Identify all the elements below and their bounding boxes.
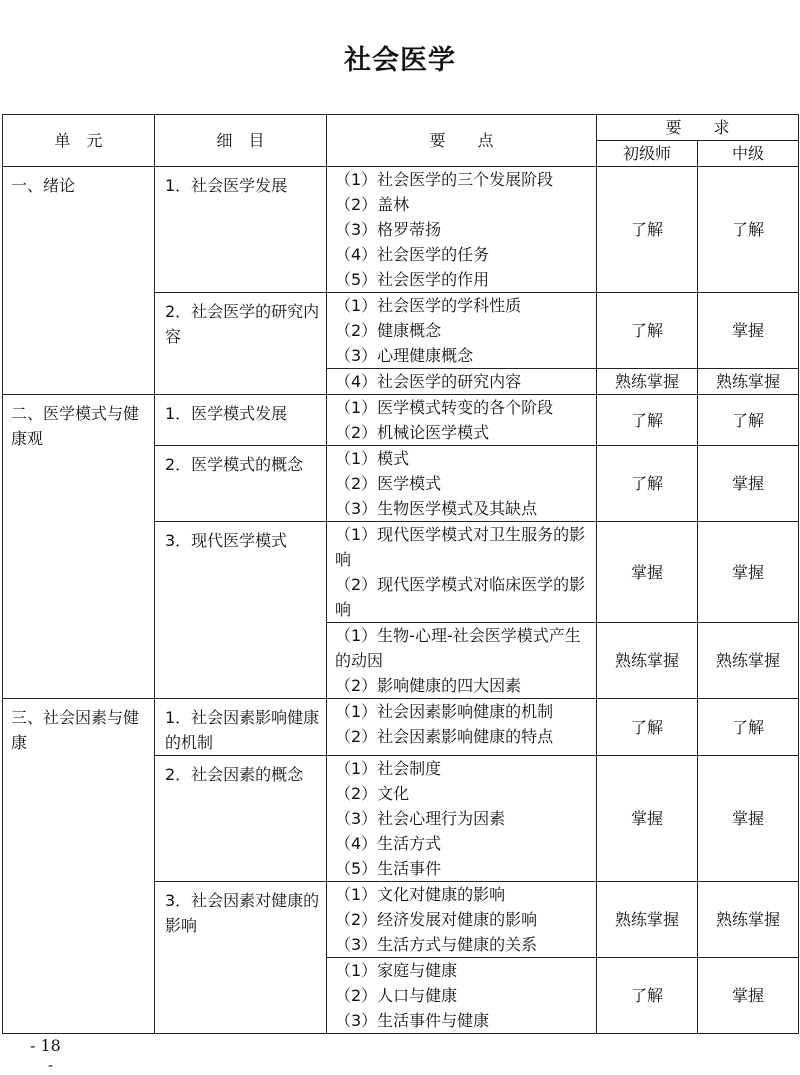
point-line: （2）经济发展对健康的影响 <box>335 910 538 929</box>
point-line: （2）人口与健康 <box>335 986 458 1005</box>
requirement-junior: 了解 <box>597 446 698 522</box>
unit-name: 一、绪论 <box>3 167 155 395</box>
item-label: 3．社会因素对健康的影响 <box>155 882 327 1034</box>
item-label: 2．医学模式的概念 <box>155 446 327 522</box>
requirement-junior: 了解 <box>597 699 698 756</box>
header-item: 细 目 <box>155 115 327 167</box>
point-line: （1）家庭与健康 <box>335 961 458 980</box>
point-line: （3）心理健康概念 <box>335 346 474 365</box>
requirement-junior: 熟练掌握 <box>597 369 698 395</box>
point-line: （3）格罗蒂扬 <box>335 220 442 239</box>
requirement-middle: 掌握 <box>698 446 799 522</box>
requirement-middle: 掌握 <box>698 756 799 882</box>
header-points: 要 点 <box>327 115 597 167</box>
point-line: （5）社会医学的作用 <box>335 270 490 289</box>
point-line: （2）机械论医学模式 <box>335 423 490 442</box>
requirement-junior: 了解 <box>597 167 698 293</box>
point-line: （3）生活事件与健康 <box>335 1011 490 1030</box>
table-row <box>3 395 799 446</box>
requirement-junior: 掌握 <box>597 756 698 882</box>
requirement-middle: 掌握 <box>698 293 799 369</box>
point-line: （1）文化对健康的影响 <box>335 885 506 904</box>
requirement-junior: 了解 <box>597 293 698 369</box>
point-line: （4）社会医学的研究内容 <box>335 372 522 391</box>
point-line: （2）文化 <box>335 784 410 803</box>
points-cell <box>327 623 597 699</box>
syllabus-table <box>2 114 799 1034</box>
requirement-junior: 了解 <box>597 958 698 1034</box>
header-middle: 中级 <box>698 141 799 167</box>
page-dash: - <box>48 1058 54 1074</box>
point-line: （4）社会医学的任务 <box>335 245 490 264</box>
points-cell <box>327 699 597 756</box>
requirement-junior: 掌握 <box>597 522 698 623</box>
table-row <box>3 699 799 756</box>
point-line: （1）生物-心理-社会医学模式产生的动因 <box>335 626 581 670</box>
points-cell <box>327 167 597 293</box>
requirement-middle: 了解 <box>698 395 799 446</box>
requirement-middle: 熟练掌握 <box>698 882 799 958</box>
table-row <box>3 167 799 293</box>
point-line: （1）社会医学的学科性质 <box>335 296 522 315</box>
point-line: （1）现代医学模式对卫生服务的影响 <box>335 525 586 569</box>
points-cell <box>327 446 597 522</box>
requirement-junior: 熟练掌握 <box>597 882 698 958</box>
requirement-middle: 了解 <box>698 167 799 293</box>
point-line: （2）社会因素影响健康的特点 <box>335 727 554 746</box>
requirement-middle: 了解 <box>698 699 799 756</box>
item-label: 1．医学模式发展 <box>155 395 327 446</box>
points-cell <box>327 395 597 446</box>
requirement-middle: 掌握 <box>698 522 799 623</box>
point-line: （1）医学模式转变的各个阶段 <box>335 398 554 417</box>
item-label: 2．社会医学的研究内容 <box>155 293 327 395</box>
requirement-middle: 熟练掌握 <box>698 369 799 395</box>
point-line: （1）模式 <box>335 449 410 468</box>
point-line: （2）健康概念 <box>335 321 442 340</box>
unit-name: 三、社会因素与健康 <box>3 699 155 1034</box>
item-label: 2．社会因素的概念 <box>155 756 327 882</box>
header-junior: 初级师 <box>597 141 698 167</box>
table-body <box>3 167 799 1034</box>
points-cell <box>327 882 597 958</box>
item-label: 3．现代医学模式 <box>155 522 327 699</box>
page-number: - 18 <box>30 1036 61 1055</box>
item-label: 1．社会医学发展 <box>155 167 327 293</box>
point-line: （1）社会因素影响健康的机制 <box>335 702 554 721</box>
point-line: （4）生活方式 <box>335 834 442 853</box>
point-line: （1）社会制度 <box>335 759 442 778</box>
point-line: （2）医学模式 <box>335 474 442 493</box>
point-line: （3）生活方式与健康的关系 <box>335 935 538 954</box>
point-line: （2）现代医学模式对临床医学的影响 <box>335 575 586 619</box>
requirement-middle: 掌握 <box>698 958 799 1034</box>
point-line: （5）生活事件 <box>335 859 442 878</box>
page-title: 社会医学 <box>344 45 456 76</box>
points-cell <box>327 522 597 623</box>
point-line: （3）社会心理行为因素 <box>335 809 506 828</box>
item-label: 1．社会因素影响健康的机制 <box>155 699 327 756</box>
requirement-middle: 熟练掌握 <box>698 623 799 699</box>
points-cell <box>327 293 597 369</box>
requirement-junior: 了解 <box>597 395 698 446</box>
points-cell <box>327 756 597 882</box>
header-unit: 单 元 <box>3 115 155 167</box>
point-line: （3）生物医学模式及其缺点 <box>335 499 538 518</box>
header-requirement: 要 求 <box>597 115 799 141</box>
point-line: （1）社会医学的三个发展阶段 <box>335 170 554 189</box>
point-line: （2）影响健康的四大因素 <box>335 676 522 695</box>
points-cell <box>327 958 597 1034</box>
requirement-junior: 熟练掌握 <box>597 623 698 699</box>
points-cell <box>327 369 597 395</box>
unit-name: 二、医学模式与健康观 <box>3 395 155 699</box>
point-line: （2）盖林 <box>335 195 410 214</box>
